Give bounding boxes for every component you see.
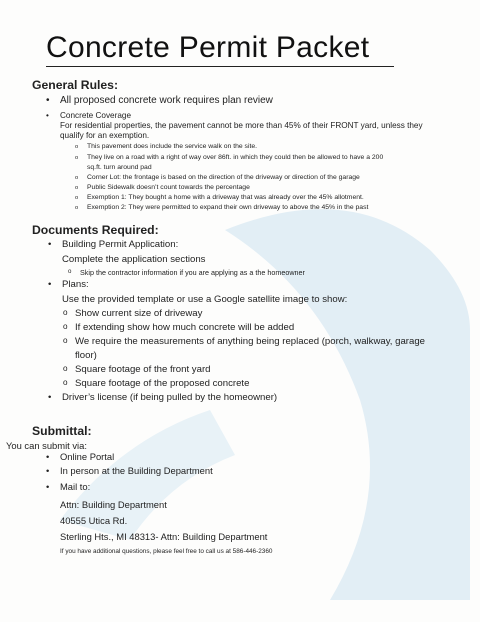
list-item-detail: Use the provided template or use a Google satellite image to show: (62, 294, 348, 305)
sub-list-item: o This pavement does include the service walk on the site. (87, 142, 257, 152)
list-item: • Plans: (62, 279, 89, 290)
sub-list-item: o We require the measurements of anything being replaced (porch, walkway, garage (75, 336, 425, 347)
address-line: Sterling Hts., MI 48313- Attn: Building Department (60, 531, 268, 542)
page-title: Concrete Permit Packet (46, 31, 370, 64)
list-item: • Mail to: (60, 481, 90, 492)
list-item: • Online Portal (60, 451, 114, 462)
sub-list-item: o Exemption 1: They bought a home with a driveway that was already over the 45% allotment. (87, 193, 364, 203)
sub-list-item: o Skip the contractor information if you are applying as a the homeowner (80, 268, 305, 277)
list-item: • In person at the Building Department (60, 465, 213, 476)
sub-list-item: o Corner Lot: the frontage is based on the direction of the driveway or direction of the garage (87, 173, 360, 183)
title-underline (46, 66, 394, 67)
address-line: 40555 Utica Rd. (60, 515, 128, 526)
sub-list-item: o If extending show how much concrete will be added (75, 322, 294, 333)
contact-footer: If you have additional questions, please feel free to call us at 586-446-2360 (60, 548, 273, 555)
documents-heading: Documents Required: (32, 223, 159, 237)
sub-list-item-continuation: floor) (75, 350, 97, 361)
sub-list-item: o Show current size of driveway (75, 308, 202, 319)
list-item: • Driver’s license (if being pulled by the homeowner) (62, 392, 277, 403)
sub-list-item: o Public Sidewalk doesn’t count towards the percentage (87, 183, 250, 193)
list-item: • All proposed concrete work requires plan review (60, 96, 273, 106)
address-line: Attn: Building Department (60, 499, 167, 510)
sub-list-item: o They live on a road with a right of way over 86ft. in which they could then be allowed to have a 200 (87, 153, 383, 163)
list-item-detail: For residential properties, the pavement cannot be more than 45% of their FRONT yard, unless they (60, 121, 423, 130)
list-item: • Building Permit Application: (62, 239, 178, 250)
sub-list-item-continuation: sq.ft. turn around pad (87, 164, 152, 171)
sub-list-item: o Square footage of the front yard (75, 364, 210, 375)
list-item-detail: qualify for an exemption. (60, 131, 150, 140)
sub-list-item: o Exemption 2: They were permitted to expand their own driveway to above the 45% in the past (87, 203, 368, 213)
submittal-intro: You can submit via: (6, 440, 87, 451)
list-item-detail: Complete the application sections (62, 254, 206, 265)
list-item: • Concrete Coverage (60, 111, 131, 121)
submittal-heading: Submittal: (32, 424, 92, 438)
general-rules-heading: General Rules: (32, 78, 119, 92)
sub-list-item: o Square footage of the proposed concrete (75, 378, 249, 389)
